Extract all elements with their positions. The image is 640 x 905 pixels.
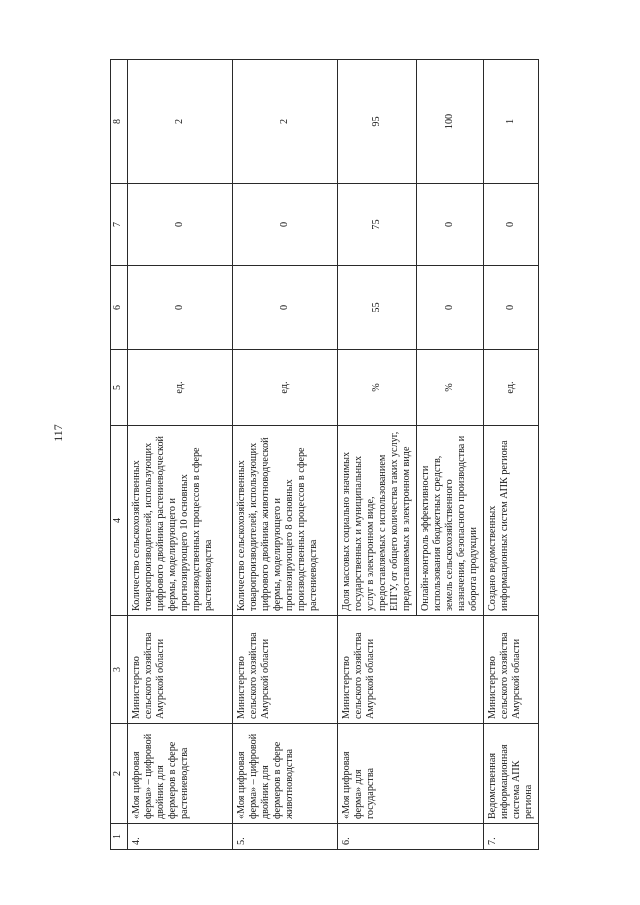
indicators-table [110, 59, 539, 850]
value-col6: 0 [233, 266, 338, 350]
value-col6: 0 [484, 266, 539, 350]
responsible-body: Министерство сельского хозяйства Амурской области [484, 616, 539, 724]
value-col7: 0 [484, 184, 539, 266]
value-col6: 55 [338, 266, 417, 350]
value-col7: 0 [417, 184, 484, 266]
project-name: «Моя цифровая ферма» для государства [338, 724, 484, 824]
value-col7: 75 [338, 184, 417, 266]
table-row [128, 60, 233, 850]
col-header-7: 7 [111, 184, 128, 266]
col-header-2: 2 [111, 724, 128, 824]
row-number: 4. [128, 824, 233, 850]
indicator-text: Онлайн-контроль эффективности использования бюджетных средств, земель сельскохозяйственного назначения, безопасного производства и оборота продукции [417, 426, 484, 616]
responsible-body: Министерство сельского хозяйства Амурской области [338, 616, 484, 724]
col-header-5: 5 [111, 350, 128, 426]
project-name: «Моя цифровая ферма» – цифровой двойник для фермеров в сфере растениеводства [128, 724, 233, 824]
value-col8: 2 [233, 60, 338, 184]
col-header-3: 3 [111, 616, 128, 724]
value-col6: 0 [128, 266, 233, 350]
row-number: 5. [233, 824, 338, 850]
table-row [233, 60, 338, 850]
unit: ед. [484, 350, 539, 426]
value-col7: 0 [233, 184, 338, 266]
unit: ед. [128, 350, 233, 426]
value-col7: 0 [128, 184, 233, 266]
value-col8: 100 [417, 60, 484, 184]
row-number: 6. [338, 824, 484, 850]
value-col8: 95 [338, 60, 417, 184]
value-col8: 2 [128, 60, 233, 184]
col-header-6: 6 [111, 266, 128, 350]
responsible-body: Министерство сельского хозяйства Амурской области [233, 616, 338, 724]
indicator-text: Количество сельскохозяйственных товаропроизводителей, использующих цифрового двойника животноводческой фермы, моделирующего и прогнозирующего 8 основных производственных процессов в сфере растениеводства [233, 426, 338, 616]
col-header-8: 8 [111, 60, 128, 184]
unit: ед. [233, 350, 338, 426]
col-header-1: 1 [111, 824, 128, 850]
project-name: «Моя цифровая ферма» – цифровой двойник для фермеров в сфере животноводства [233, 724, 338, 824]
row-number: 7. [484, 824, 539, 850]
table-row [338, 60, 417, 850]
unit: % [417, 350, 484, 426]
indicator-text: Количество сельскохозяйственных товаропроизводителей, использующих цифрового двойника растениеводческой фермы, моделирующего и прогнозирующего 10 основных производственных процессов в сфере растениеводства [128, 426, 233, 616]
page-number: 117 [50, 424, 65, 442]
value-col6: 0 [417, 266, 484, 350]
rotated-table-container [110, 60, 534, 850]
header-row [111, 60, 128, 850]
responsible-body: Министерство сельского хозяйства Амурской области [128, 616, 233, 724]
value-col8: 1 [484, 60, 539, 184]
indicator-text: Доля массовых социально значимых государственных и муниципальных услуг в электронном виде, предоставляемых с использованием ЕПГУ, от общего количества таких услуг, предоставляемых в электронном виде [338, 426, 417, 616]
indicator-text: Создано ведомственных информационных систем АПК региона [484, 426, 539, 616]
project-name: Ведомственная информационная система АПК региона [484, 724, 539, 824]
table-row [484, 60, 539, 850]
col-header-4: 4 [111, 426, 128, 616]
unit: % [338, 350, 417, 426]
